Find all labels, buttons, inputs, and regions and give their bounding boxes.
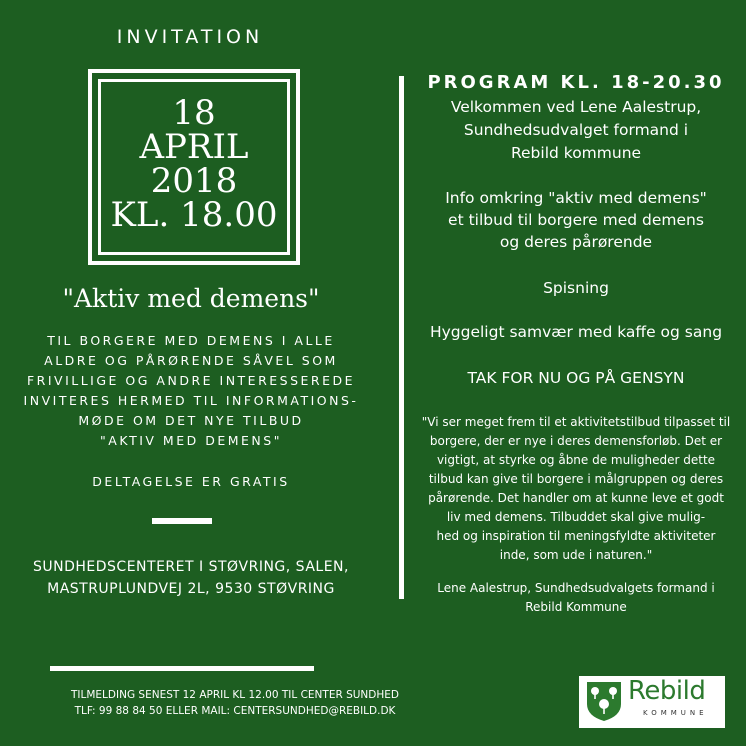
date-month: APRIL — [139, 127, 249, 167]
program-welcome-line: Rebild kommune — [510, 144, 642, 162]
date-day: 18 — [172, 93, 216, 133]
date-year: 2018 — [150, 161, 238, 201]
program-social: Hyggeligt samvær med kaffe og sang — [429, 323, 723, 341]
divider — [152, 518, 212, 524]
free-participation-text: DELTAGELSE ER GRATIS — [92, 474, 290, 489]
intro-line: INVITERES HERMED TIL INFORMATIONS- — [23, 393, 359, 408]
vertical-divider — [399, 76, 404, 599]
program-welcome-line: Velkommen ved Lene Aalestrup, — [450, 98, 702, 116]
tree-shield-icon — [585, 680, 623, 722]
intro-line: MØDE OM DET NYE TILBUD — [78, 413, 304, 428]
contact-line: TLF: 99 88 84 50 ELLER MAIL: CENTERSUNDHED@REBILD.DK — [74, 705, 396, 717]
logo-name: Rebild — [628, 676, 706, 706]
quote-line: hed og inspiration til meningsfyldte aktiviteter — [436, 529, 716, 543]
thanks-text: TAK FOR NU OG PÅ GENSYN — [467, 369, 685, 387]
registration-line: TILMELDING SENEST 12 APRIL KL 12.00 TIL CENTER SUNDHED — [71, 689, 399, 701]
quote-line: tilbud kan give til borgere i målgruppen og deres — [428, 472, 724, 486]
quote-line: "Vi ser meget frem til et aktivitetstilbud tilpasset til — [421, 415, 731, 429]
program-welcome-line: Sundhedsudvalget formand i — [463, 121, 689, 139]
quote-line: liv med demens. Tilbuddet skal give mulig- — [446, 510, 706, 524]
intro-line: "AKTIV MED DEMENS" — [100, 433, 282, 448]
quote-line: pårørende. Det handler om at kunne leve et godt — [428, 491, 724, 505]
program-info-line: og deres pårørende — [499, 233, 653, 251]
footer-divider — [50, 666, 314, 671]
venue-line: MASTRUPLUNDVEJ 2L, 9530 STØVRING — [47, 581, 335, 597]
quote-line: vigtigt, at styrke og åbne de muligheder dette — [436, 453, 716, 467]
intro-line: ALDRE OG PÅRØRENDE SÅVEL SOM — [44, 353, 338, 368]
intro-line: TIL BORGERE MED DEMENS I ALLE — [47, 333, 335, 348]
quote-line: inde, som ude i naturen." — [499, 548, 653, 562]
invitation-title: INVITATION — [116, 26, 264, 48]
program-info-line: et tilbud til borgere med demens — [448, 211, 704, 229]
quote-attribution: Lene Aalestrup, Sundhedsudvalgets formand i — [437, 581, 715, 595]
program-dinner: Spisning — [543, 279, 609, 297]
logo-subtitle: KOMMUNE — [643, 709, 708, 717]
event-title: "Aktiv med demens" — [62, 284, 320, 313]
date-box — [88, 69, 300, 265]
program-heading: PROGRAM KL. 18-20.30 — [427, 72, 725, 93]
quote-attribution: Rebild Kommune — [525, 600, 627, 614]
program-info-line: Info omkring "aktiv med demens" — [445, 189, 707, 207]
venue-line: SUNDHEDSCENTERET I STØVRING, SALEN, — [33, 559, 349, 575]
intro-line: FRIVILLIGE OG ANDRE INTERESSEREDE — [26, 373, 356, 388]
date-box-inner-frame — [98, 79, 290, 255]
date-time: KL. 18.00 — [110, 195, 278, 235]
quote-line: borgere, der er nye i deres demensforløb. Det er — [429, 434, 723, 448]
rebild-kommune-logo — [579, 676, 725, 728]
